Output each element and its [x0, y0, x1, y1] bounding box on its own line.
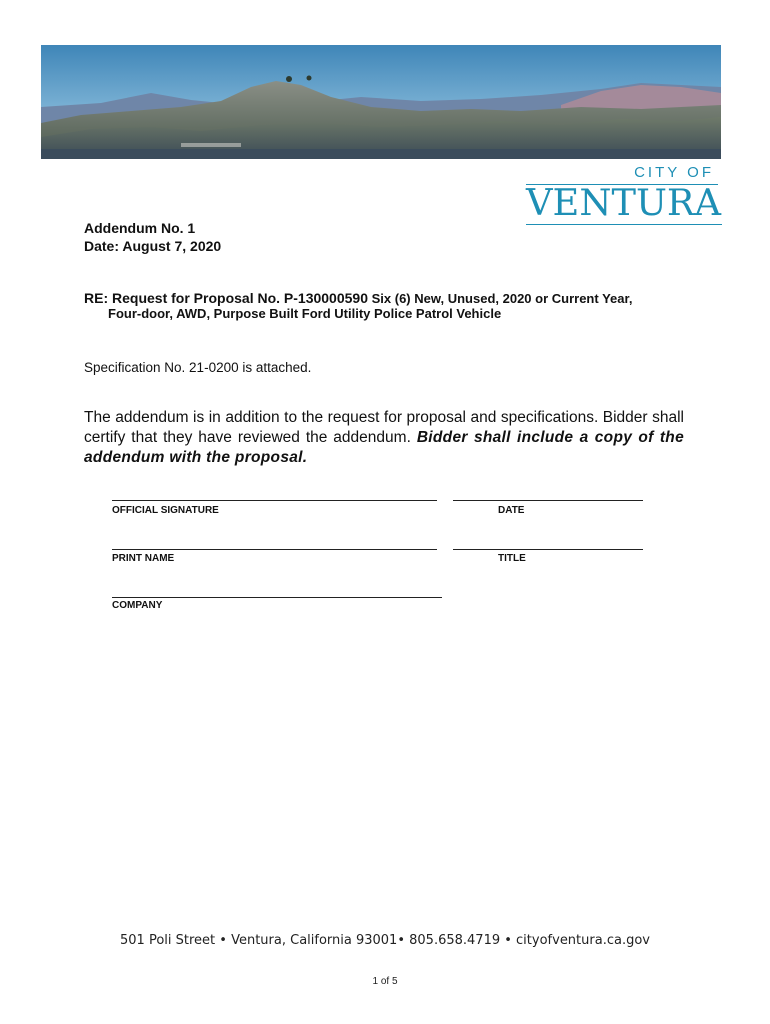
date-line	[453, 500, 643, 501]
print-name-line	[112, 549, 437, 550]
header-banner-image	[41, 45, 721, 159]
addendum-paragraph-plain: The addendum is in addition to the request for proposal and specifications. Bidder shall certify that they have reviewed the addendum.	[84, 409, 684, 446]
city-of-ventura-logo	[522, 164, 722, 228]
addendum-number: Addendum No. 1	[84, 220, 196, 236]
addendum-date: Date: August 7, 2020	[84, 238, 222, 254]
date-label: DATE	[498, 505, 525, 516]
official-signature-line	[112, 500, 437, 501]
company-line	[112, 597, 442, 598]
addendum-paragraph	[84, 408, 684, 468]
title-line	[453, 549, 643, 550]
title-label: TITLE	[498, 553, 526, 564]
mountain-landscape-illustration	[41, 45, 721, 159]
specification-note: Specification No. 21-0200 is attached.	[84, 360, 312, 375]
print-name-label: PRINT NAME	[112, 553, 175, 564]
re-prefix: RE: Request for Proposal No. P-130000590	[84, 290, 368, 306]
page-number: 1 of 5	[372, 976, 398, 987]
company-label: COMPANY	[112, 600, 163, 611]
footer-address: 501 Poli Street • Ventura, California 93001• 805.658.4719 • cityofventura.ca.gov	[120, 933, 650, 948]
logo-city-of-text: CITY OF	[634, 164, 714, 181]
logo-bottom-rule	[526, 224, 722, 225]
logo-ventura-text: VENTURA	[526, 183, 722, 224]
re-line1-rest: Six (6) New, Unused, 2020 or Current Year,	[371, 291, 633, 306]
addendum-paragraph-emphasis: Bidder shall include a copy of the addendum with the proposal.	[84, 429, 684, 466]
re-line2: Four-door, AWD, Purpose Built Ford Utility Police Patrol Vehicle	[108, 306, 502, 321]
official-signature-label: OFFICIAL SIGNATURE	[112, 505, 219, 516]
